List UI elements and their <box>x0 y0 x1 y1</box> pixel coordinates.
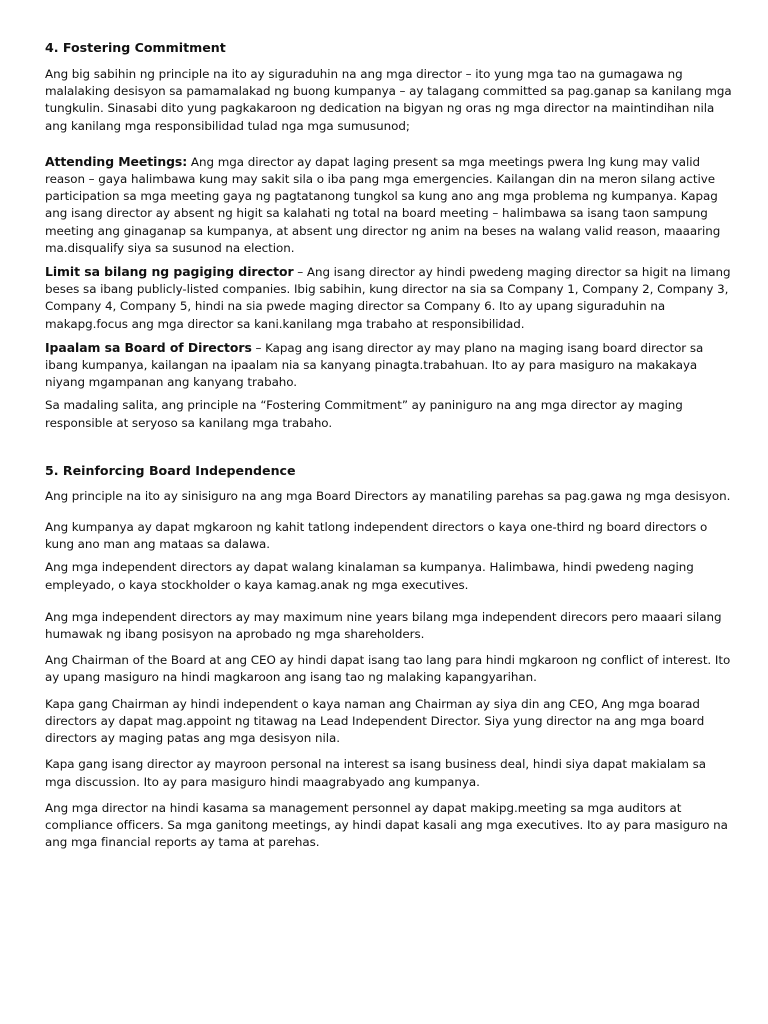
section-5-heading: 5. Reinforcing Board Independence <box>45 462 296 478</box>
section-5-paragraph: Ang mga independent directors ay may maximum nine years bilang mga independent direcors pero maaari silang humawak ng ibang posisyon na aprobado ng mga shareholders. <box>45 609 722 642</box>
document-page <box>45 38 735 851</box>
notify-board-label: Ipaalam sa Board of Directors <box>45 339 252 355</box>
notify-board-paragraph <box>45 339 735 392</box>
attending-meetings-paragraph <box>45 153 735 257</box>
section-5-paragraph: Ang mga director na hindi kasama sa management personnel ay dapat makipg.meeting sa mga auditors at compliance officers. Sa mga ganitong meetings, ay hindi dapat kasali ang mga executives. Ito ay para masiguro na ang mga financial reports ay tama at parehas. <box>45 800 728 850</box>
section-5-paragraph: Kapa gang Chairman ay hindi independent o kaya naman ang Chairman ay siya din ang CEO, Ang mga boarad directors ay dapat mag.appoint ng titawag na Lead Independent Director. Siya yung director na ang mga board directors ay maging patas ang mga desisyon nila. <box>45 696 705 746</box>
limit-directorship-text: – Ang isang director ay hindi pwedeng maging director sa higit na limang beses sa ibang publicly-listed companies. Ibig sabihin, kung director na sia sa Company 1, Company 2, Company 3, Company 4, Company 5, hindi na sia pwede maging director sa Company 6. Ito ay upang siguraduhin na makapg.focus ang mga director sa kani.kanilang mga trabaho at responsibilidad. <box>45 265 731 331</box>
section-5-paragraph: Kapa gang isang director ay mayroon personal na interest sa isang business deal, hindi siya dapat makialam sa mga discussion. Ito ay para masiguro hindi maagrabyado ang kumpanya. <box>45 757 706 789</box>
section-4-intro: Ang big sabihin ng principle na ito ay siguraduhin na ang mga director – ito yung mga tao na gumagawa ng malalaking desisyon sa pamamalakad ng buong kumpanya – ay talagang committed sa pag.ganap sa kanilang mga tungkulin. Sinasabi dito yung pagkakaroon ng dedication na bigyan ng oras ng mga director na maintindihan nila ang kanilang mga responsibilidad tulad nga mga sumusunod; <box>45 67 732 133</box>
limit-directorship-paragraph <box>45 263 735 333</box>
attending-meetings-text: Ang mga director ay dapat laging present sa mga meetings pwera lng kung may valid reason – gaya halimbawa kung may sakit sila o iba pang mga emergencies. Kailangan din na meron silang active participation sa mga meeting gaya ng pagtatanong tungkol sa kung ano ang mga problema ng kumpanya. Kapag ang isang director ay absent ng higit sa kalahati ng total na board meeting – halimbawa sa isang taon sampung meeting ang ginaganap sa kumpanya, at absent ung director ng anim na beses na walang valid reason, maaaring ma.disqualify siya sa susunod na election. <box>45 154 721 255</box>
section-5-paragraph: Ang Chairman of the Board at ang CEO ay hindi dapat isang tao lang para hindi mgkaroon ng conflict of interest. Ito ay upang masiguro na hindi magkaroon ang isang tao ng malaking kapangyarihan. <box>45 653 731 685</box>
section-5-paragraph: Ang kumpanya ay dapat mgkaroon ng kahit tatlong independent directors o kaya one-third ng board directors o kung ano man ang mataas sa dalawa. <box>45 520 708 552</box>
section-4-summary: Sa madaling salita, ang principle na “Fostering Commitment” ay paniniguro na ang mga director ay maging responsible at seryoso sa kanilang mga trabaho. <box>45 398 683 430</box>
limit-directorship-label: Limit sa bilang ng pagiging director <box>45 264 294 280</box>
section-5-paragraph: Ang principle na ito ay sinisiguro na ang mga Board Directors ay manatiling parehas sa pag.gawa ng mga desisyon. <box>45 488 731 503</box>
section-5-paragraph: Ang mga independent directors ay dapat walang kinalaman sa kumpanya. Halimbawa, hindi pwedeng naging empleyado, o kaya stockholder o kaya kamag.anak ng mga executives. <box>45 560 694 592</box>
section-4-heading: 4. Fostering Commitment <box>45 40 226 55</box>
notify-board-text: – Kapag ang isang director ay may plano na maging isang board director sa ibang kumpanya, kailangan na ipaalam nia sa kanyang pinagta.trabahuan. Ito ay para masiguro na makakaya niyang mgampanan ang kanyang trabaho. <box>45 340 704 390</box>
attending-meetings-label: Attending Meetings: <box>45 153 188 169</box>
